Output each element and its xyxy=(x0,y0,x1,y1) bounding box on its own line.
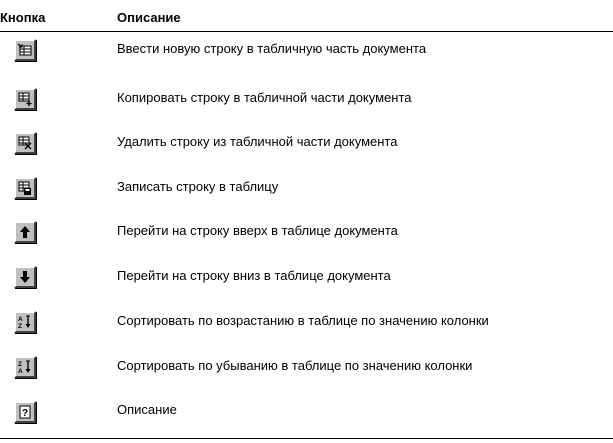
header-description-column: Описание xyxy=(117,10,181,25)
save-row-icon xyxy=(17,180,33,196)
table-row xyxy=(0,132,613,172)
copy-row-icon xyxy=(17,91,33,107)
row-description: Удалить строку из табличной части документа xyxy=(117,134,398,149)
sort-ascending-button[interactable] xyxy=(14,311,36,333)
table-row xyxy=(0,266,613,306)
table-header xyxy=(0,0,613,32)
sort-descending-button[interactable] xyxy=(14,356,36,378)
help-button[interactable] xyxy=(14,401,36,423)
table-row xyxy=(0,311,613,351)
table-row xyxy=(0,177,613,217)
row-description: Сортировать по возрастанию в таблице по значению колонки xyxy=(117,313,489,328)
save-row-button[interactable] xyxy=(14,177,36,199)
table-row xyxy=(0,88,613,128)
row-description: Ввести новую строку в табличную часть документа xyxy=(117,41,427,56)
row-down-button[interactable] xyxy=(14,266,36,288)
delete-row-button[interactable] xyxy=(14,132,36,154)
table-row xyxy=(0,221,613,261)
row-description: Перейти на строку вверх в таблице документа xyxy=(117,223,398,238)
row-description: Перейти на строку вниз в таблице документа xyxy=(117,268,391,283)
svg-text:Z: Z xyxy=(18,361,22,368)
svg-text:Z: Z xyxy=(18,323,22,330)
sort-descending-icon xyxy=(17,359,33,375)
delete-row-icon xyxy=(17,135,33,151)
table-row xyxy=(0,356,613,396)
row-description: Копировать строку в табличной части документа xyxy=(117,90,412,105)
table-bottom-rule xyxy=(0,438,613,439)
row-description: Описание xyxy=(117,402,177,417)
header-divider xyxy=(0,31,613,32)
row-up-button[interactable] xyxy=(14,221,36,243)
svg-text:A: A xyxy=(18,316,23,323)
table-row xyxy=(0,39,613,79)
copy-row-button[interactable] xyxy=(14,88,36,110)
insert-row-button[interactable] xyxy=(14,39,36,61)
row-description: Записать строку в таблицу xyxy=(117,179,279,194)
svg-text:?: ? xyxy=(22,408,29,419)
header-button-column: Кнопка xyxy=(0,10,46,25)
insert-row-icon xyxy=(17,42,33,58)
arrow-down-icon xyxy=(17,269,33,285)
sort-ascending-icon xyxy=(17,314,33,330)
table-row xyxy=(0,401,613,441)
help-icon xyxy=(17,404,33,420)
svg-text:A: A xyxy=(18,368,23,375)
row-description: Сортировать по убыванию в таблице по значению колонки xyxy=(117,358,473,373)
arrow-up-icon xyxy=(17,224,33,240)
